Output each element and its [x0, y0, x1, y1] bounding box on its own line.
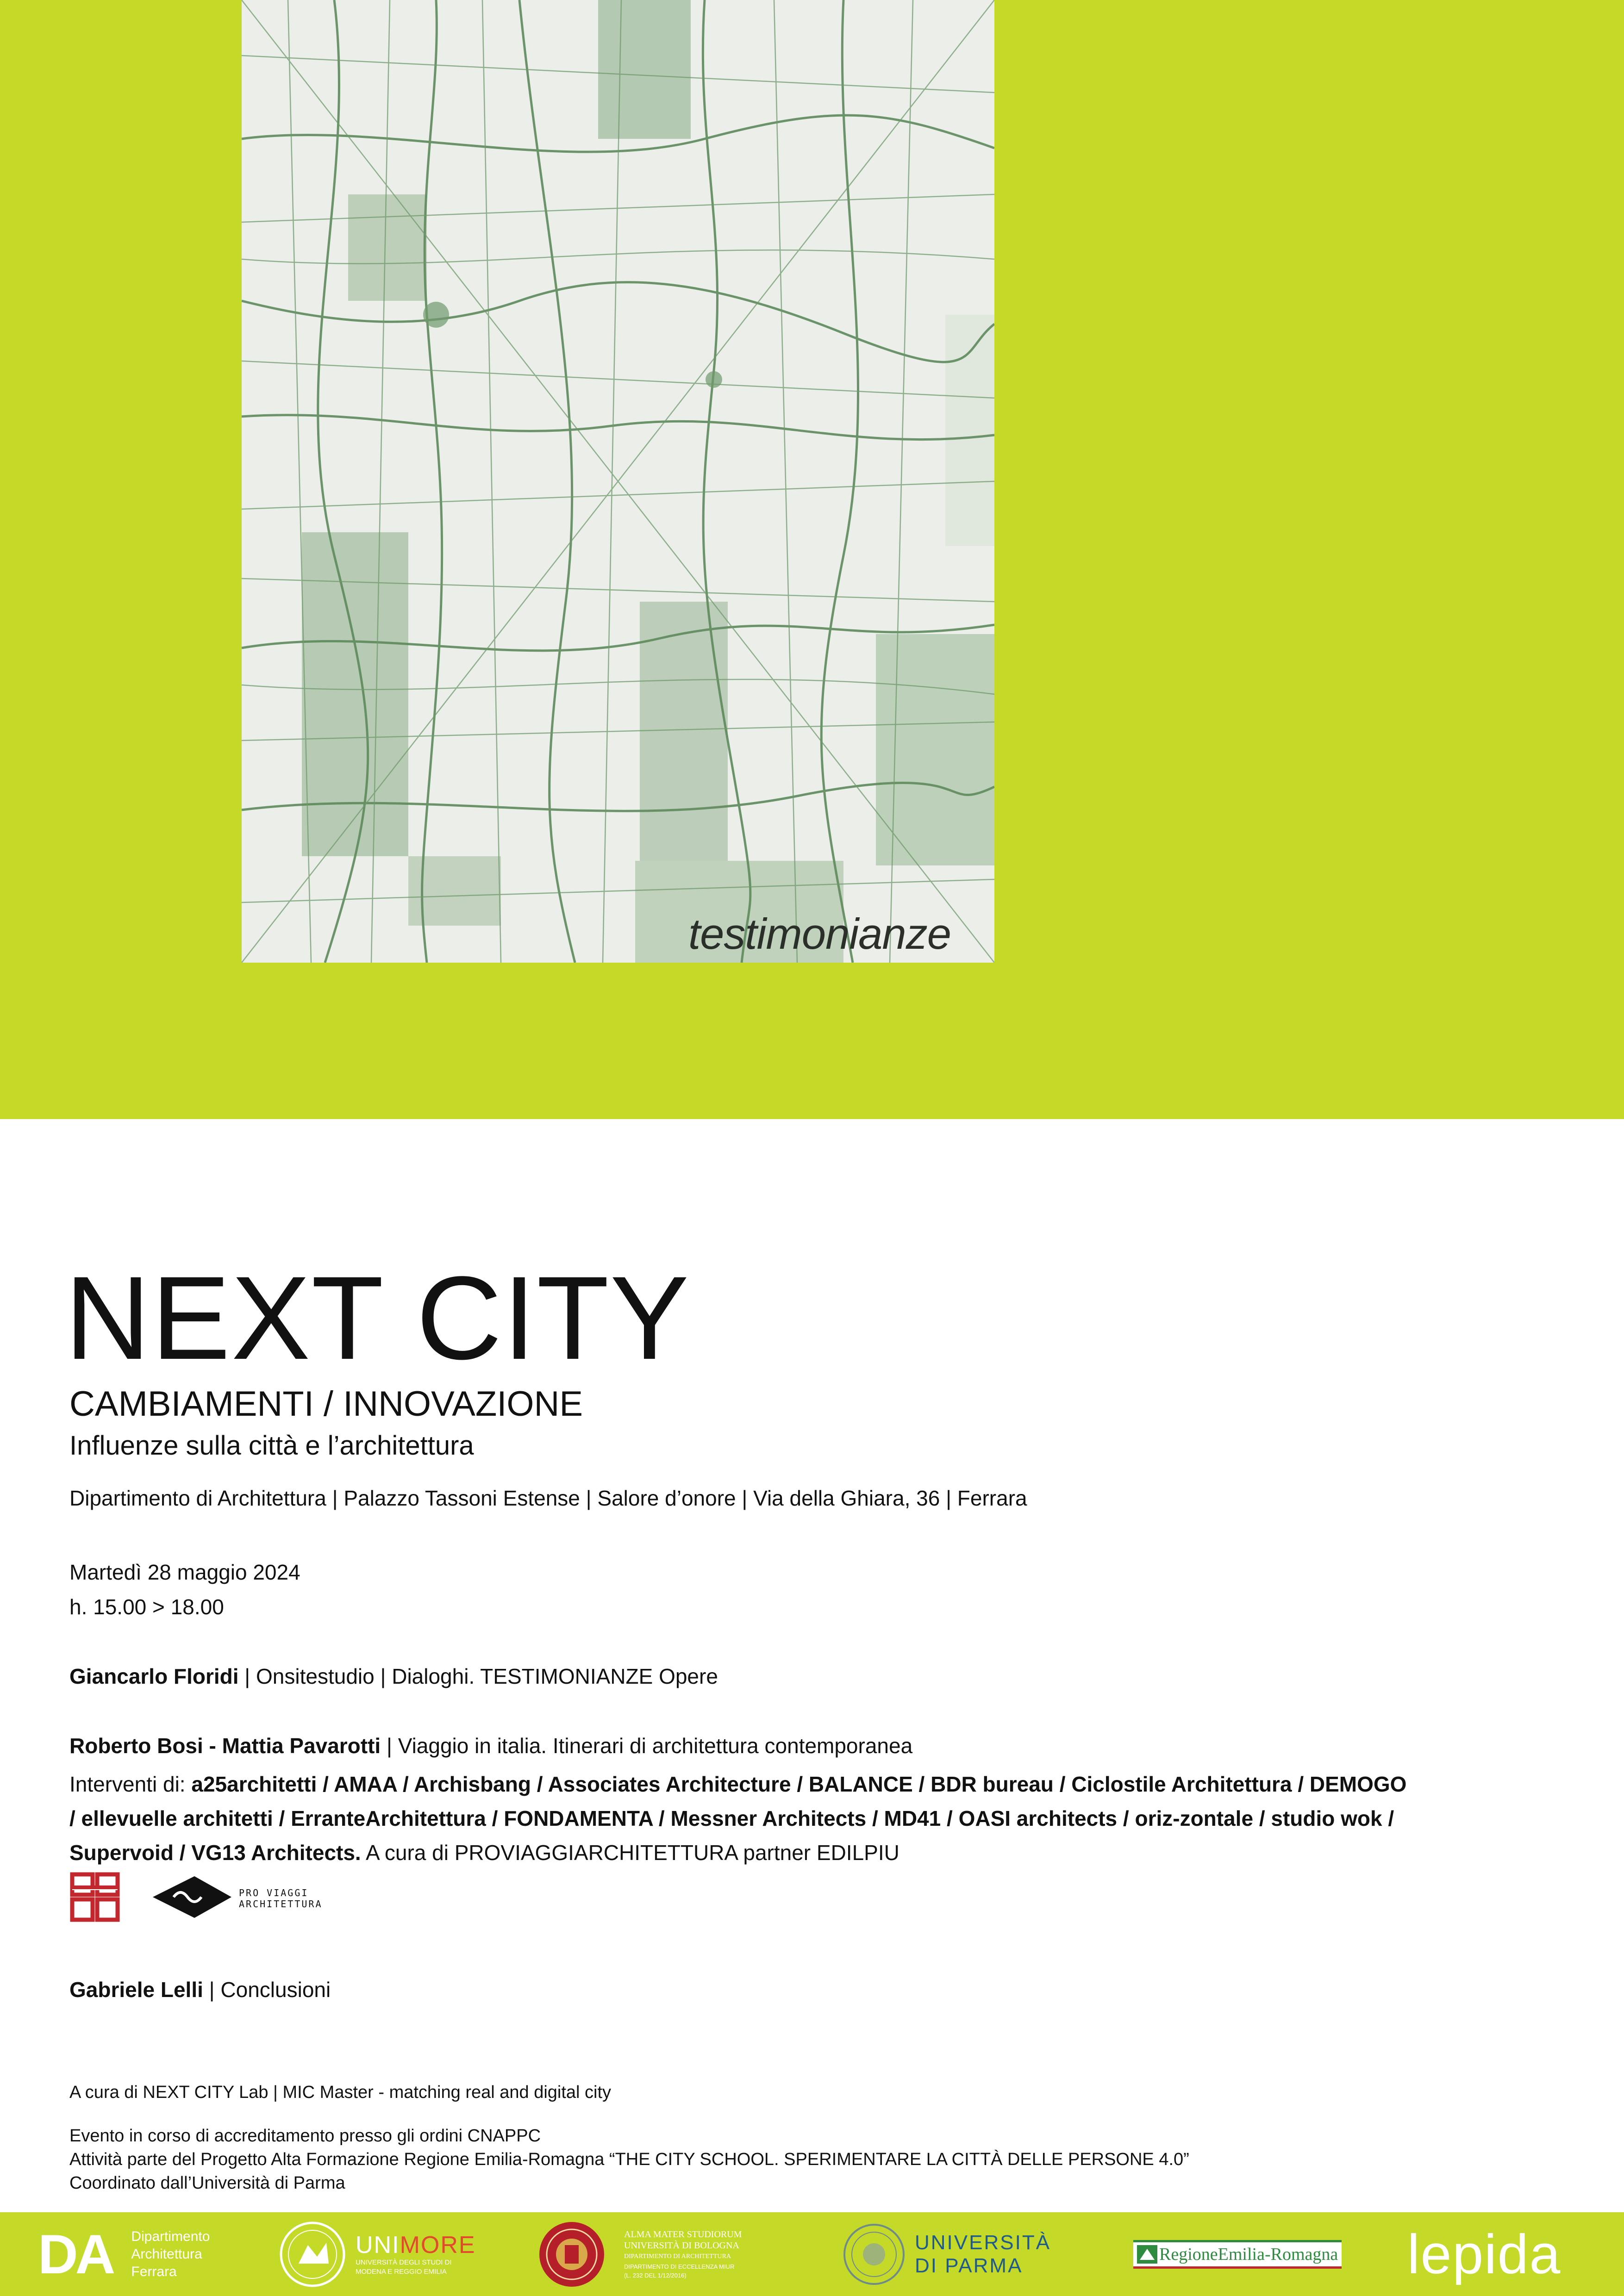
event-tagline: Influenze sulla città e l’architettura	[69, 1431, 474, 1461]
event-venue: Dipartimento di Architettura | Palazzo Tassoni Estense | Salore d’onore | Via della Ghiara, 36 | Ferrara	[69, 1486, 1027, 1510]
closing-speaker	[69, 1977, 331, 2002]
unibo-logo	[537, 2212, 742, 2296]
unibo-line: (L. 232 DEL 1/12/2016)	[624, 2271, 687, 2279]
speaker-detail: | Viaggio in italia. Itinerari di architettura contemporanea	[381, 1734, 913, 1758]
speaker-name: Gabriele Lelli	[69, 1978, 203, 2002]
unipr-logo	[842, 2212, 1051, 2296]
speaker-detail: | Onsitestudio | Dialoghi. TESTIMONIANZE Opere	[238, 1664, 718, 1688]
interventi-paragraph	[69, 1767, 1412, 1870]
event-title: NEXT CITY	[65, 1252, 690, 1384]
da-line: Architettura	[131, 2246, 202, 2262]
unimore-uni: UNI	[356, 2231, 400, 2259]
da-ferrara-logo	[38, 2212, 210, 2296]
map-illustration	[242, 0, 994, 963]
unipr-seal-icon	[842, 2222, 906, 2287]
interventi-suffix: A cura di PROVIAGGIARCHITETTURA partner EDILPIU	[361, 1841, 899, 1865]
unimore-line: UNIVERSITÀ DEGLI STUDI DI	[356, 2258, 452, 2266]
footer-logo-bar	[0, 2212, 1624, 2296]
event-date: Martedì 28 maggio 2024	[69, 1560, 300, 1584]
unibo-line: DIPARTIMENTO DI ARCHITETTURA	[624, 2252, 731, 2260]
da-line: Ferrara	[131, 2264, 177, 2279]
hero-banner	[0, 0, 1624, 1119]
speaker-detail: | Conclusioni	[203, 1978, 331, 2002]
speaker-1	[69, 1664, 718, 1689]
edilpiu-logo	[69, 1872, 120, 1923]
proviaggi-line2: ARCHITETTURA	[239, 1898, 323, 1910]
unibo-seal-icon	[537, 2220, 606, 2289]
unibo-line: ALMA MATER STUDIORUM	[624, 2229, 742, 2240]
regione-text: RegioneEmilia-Romagna	[1159, 2244, 1338, 2264]
proviaggi-line1: PRO VIAGGI	[239, 1887, 309, 1898]
speaker-name: Giancarlo Floridi	[69, 1664, 239, 1688]
lepida-text: lepida	[1407, 2223, 1562, 2285]
footnote-line: Evento in corso di accreditamento presso gli ordini CNAPPC	[69, 2126, 541, 2146]
footnote-line: Coordinato dall’Università di Parma	[69, 2173, 345, 2193]
unibo-line: UNIVERSITÀ DI BOLOGNA	[624, 2240, 739, 2251]
speaker-name: Roberto Bosi - Mattia Pavarotti	[69, 1734, 381, 1758]
footnote-line: Attività parte del Progetto Alta Formazione Regione Emilia-Romagna “THE CITY SCHOOL. SPERIMENTARE LA CITTÀ DELLE PERSONE 4.0”	[69, 2150, 1189, 2169]
interventi-names: a25architetti / AMAA / Archisbang / Associates Architecture / BALANCE / BDR bureau / Ciclostile Architettura / DEMOGO / ellevuelle architetti / ErranteArchitettura / FONDAMENTA / Messner Architects / MD41 / OASI architects / oriz-zontale / studio wok / Supervoid / VG13 Architects.	[69, 1772, 1407, 1865]
regione-flag-icon	[1137, 2245, 1157, 2264]
unimore-logo	[278, 2212, 476, 2296]
event-subtitle: CAMBIAMENTI / INNOVAZIONE	[69, 1384, 583, 1424]
unibo-line: DIPARTIMENTO DI ECCELLENZA MIUR	[624, 2263, 735, 2270]
proviaggi-wordmark	[239, 1887, 323, 1910]
da-mark: DA	[38, 2223, 113, 2285]
speaker-2	[69, 1733, 912, 1758]
footnotes	[69, 2124, 1189, 2195]
unimore-more: MORE	[400, 2231, 476, 2259]
cover-overlay-text: testimonianze	[688, 909, 951, 958]
interventi-prefix: Interventi di:	[69, 1772, 192, 1796]
map-cover-image	[242, 0, 994, 963]
da-line: Dipartimento	[131, 2228, 210, 2244]
event-time: h. 15.00 > 18.00	[69, 1595, 224, 1619]
unipr-line: UNIVERSITÀ	[915, 2231, 1051, 2254]
lepida-logo	[1407, 2212, 1561, 2296]
regione-logo	[1133, 2212, 1342, 2296]
curated-by: A cura di NEXT CITY Lab | MIC Master - matching real and digital city	[69, 2083, 612, 2102]
unimore-seal-icon	[278, 2220, 347, 2289]
unipr-line: DI PARMA	[915, 2254, 1023, 2277]
unimore-line: MODENA E REGGIO EMILIA	[356, 2267, 447, 2276]
